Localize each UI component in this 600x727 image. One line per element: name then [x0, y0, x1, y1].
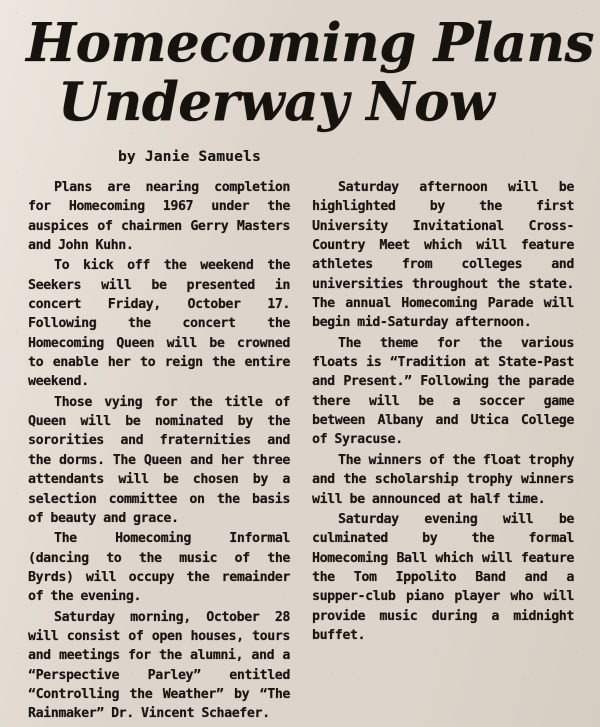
- article-body: [0, 178, 600, 724]
- paragraph: To kick off the weekend the Seekers will be presented in concert Friday, October 17. Following the concert the Homecoming Queen will be crowned to enable her to reign the entire weekend.: [28, 258, 290, 390]
- paragraph: The theme for the various floats is “Tradition at State-Past and Present.” Following the parade there will be a soccer game between Albany and Utica College of Syracuse.: [312, 335, 574, 448]
- page-title: [26, 12, 594, 133]
- paragraph: Saturday evening will be culminated by the formal Homecoming Ball which will feature the Tom Ippolito Band and a supper-club piano player who will provide music during a midnight buffet.: [312, 511, 574, 643]
- article-column-left: [28, 178, 290, 724]
- paragraph: Saturday morning, October 28 will consist of open houses, tours and meetings for the alumni, and a “Perspective Parley” entitled “Controlling the Weather” by “The Rainmaker” Dr. Vincent Schaefer.: [28, 609, 290, 722]
- paragraph: The Homecoming Informal (dancing to the music of the Byrds) will occupy the remainder of the evening.: [28, 531, 290, 605]
- headline-line-1: Homecoming Plans: [26, 12, 594, 74]
- paragraph: Those vying for the title of Queen will be nominated by the sororities and fraternities and the dorms. The Queen and her three attendants will be chosen by a selection committee on the basis of beauty and grace.: [28, 394, 290, 526]
- paragraph: The winners of the float trophy and the scholarship trophy winners will be announced at half time.: [312, 452, 574, 507]
- paragraph: Saturday afternoon will be highlighted by the first University Invitational Cross-Country Meet which will feature athletes from colleges and universities throughout the state. The annual Homecoming Parade will begin mid-Saturday afternoon.: [312, 180, 574, 331]
- article-column-right: [312, 178, 574, 724]
- headline-line-2: Underway Now: [58, 71, 495, 133]
- byline: by Janie Samuels: [118, 149, 261, 165]
- paragraph: Plans are nearing completion for Homecoming 1967 under the auspices of chairmen Gerry Masters and John Kuhn.: [28, 180, 290, 254]
